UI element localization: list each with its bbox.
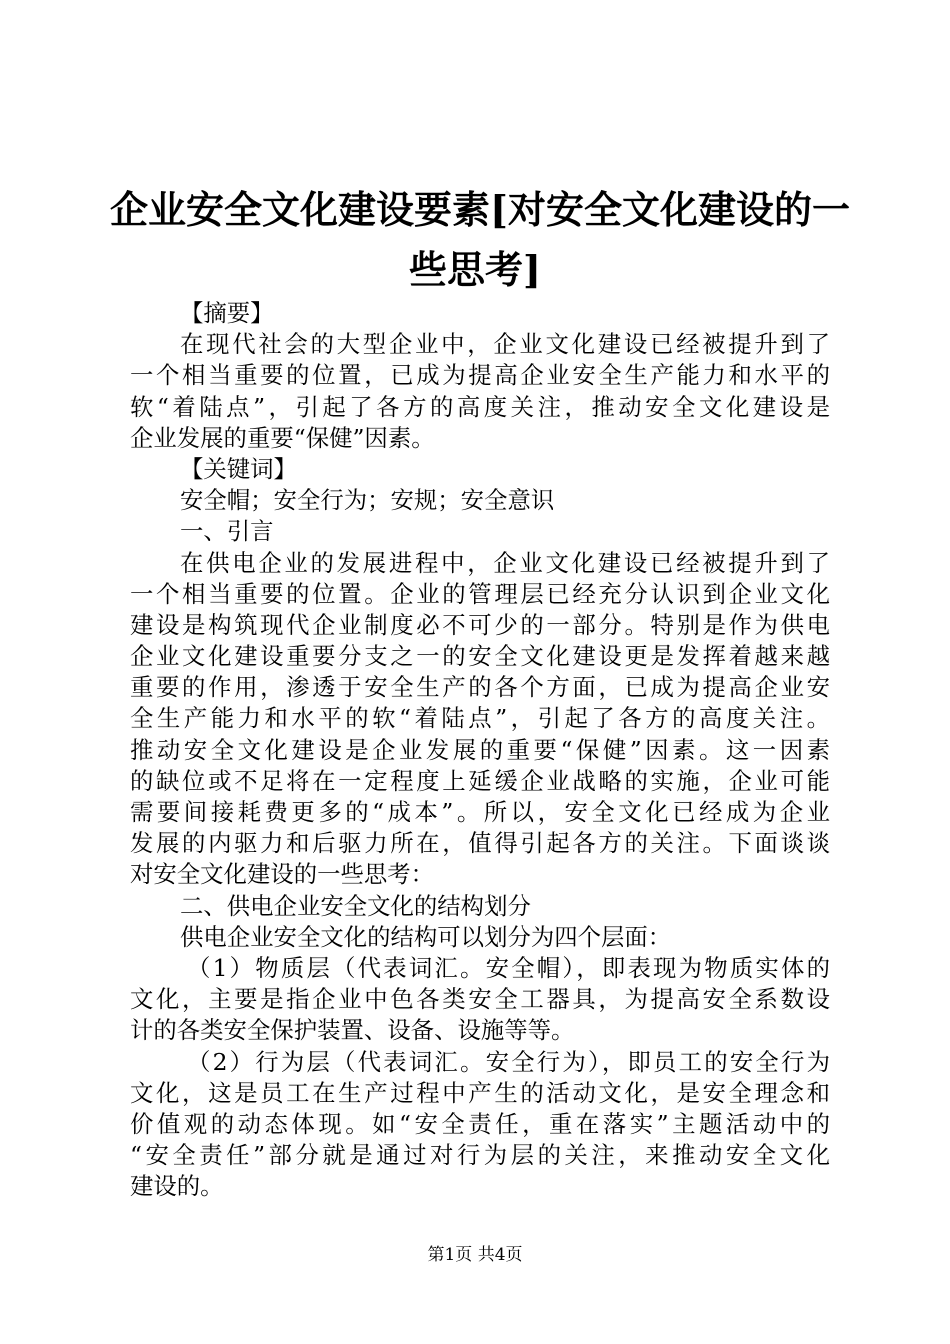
body-line: 计的各类安全保护装置、设备、设施等等。 (130, 1016, 575, 1045)
body-line: （2）行为层（代表词汇。安全行为），即员工的安全行为 (187, 1047, 830, 1076)
body-line: 在供电企业的发展进程中，企业文化建设已经被提升到了 (180, 548, 830, 577)
body-line: 重要的作用，渗透于安全生产的各个方面，已成为提高企业安 (130, 673, 830, 702)
page-footer: 第1页 共4页 (427, 1245, 523, 1265)
document-title (110, 180, 850, 300)
body-line: 供电企业安全文化的结构可以划分为四个层面： (180, 922, 672, 951)
body-line: 企业文化建设重要分支之一的安全文化建设更是发挥着越来越 (130, 642, 830, 671)
body-line: 软“着陆点”，引起了各方的高度关注，推动安全文化建设是 (130, 392, 830, 421)
body-line: 一、引言 (180, 517, 274, 546)
body-line: 【摘要】 (180, 299, 274, 327)
title-line: 企业安全文化建设要素[对安全文化建设的一 (110, 187, 850, 232)
body-line: 建设是构筑现代企业制度必不可少的一部分。特别是作为供电 (130, 610, 830, 639)
body-line: 建设的。 (130, 1172, 224, 1201)
body-line: 文化，这是员工在生产过程中产生的活动文化，是安全理念和 (130, 1078, 830, 1107)
body-line: 安全帽；安全行为；安规；安全意识 (180, 486, 555, 515)
body-line: 文化，主要是指企业中色各类安全工器具，为提高安全系数设 (130, 985, 830, 1014)
body-line: 【关键词】 (180, 454, 297, 483)
body-line: （1）物质层（代表词汇。安全帽），即表现为物质实体的 (187, 953, 830, 982)
body-line: 一个相当重要的位置。企业的管理层已经充分认识到企业文化 (130, 579, 830, 608)
body-line: 一个相当重要的位置，已成为提高企业安全生产能力和水平的 (130, 361, 830, 390)
body-line: 推动安全文化建设是企业发展的重要“保健”因素。这一因素 (130, 735, 830, 764)
body-line: 价值观的动态体现。如“安全责任，重在落实”主题活动中的 (130, 1109, 830, 1138)
document-body (130, 298, 830, 1202)
body-line: 企业发展的重要“保健”因素。 (130, 423, 435, 452)
title-line: 些思考] (409, 247, 541, 292)
body-line: 对安全文化建设的一些思考： (130, 860, 435, 889)
body-line: 在现代社会的大型企业中，企业文化建设已经被提升到了 (180, 330, 830, 359)
body-line: 全生产能力和水平的软“着陆点”，引起了各方的高度关注。 (130, 704, 830, 733)
body-line: 的缺位或不足将在一定程度上延缓企业战略的实施，企业可能 (130, 766, 830, 795)
body-line: 二、供电企业安全文化的结构划分 (180, 891, 531, 920)
body-line: “安全责任”部分就是通过对行为层的关注，来推动安全文化 (130, 1141, 830, 1170)
body-line: 发展的内驱力和后驱力所在，值得引起各方的关注。下面谈谈 (130, 829, 830, 858)
body-line: 需要间接耗费更多的“成本”。所以，安全文化已经成为企业 (130, 798, 830, 826)
